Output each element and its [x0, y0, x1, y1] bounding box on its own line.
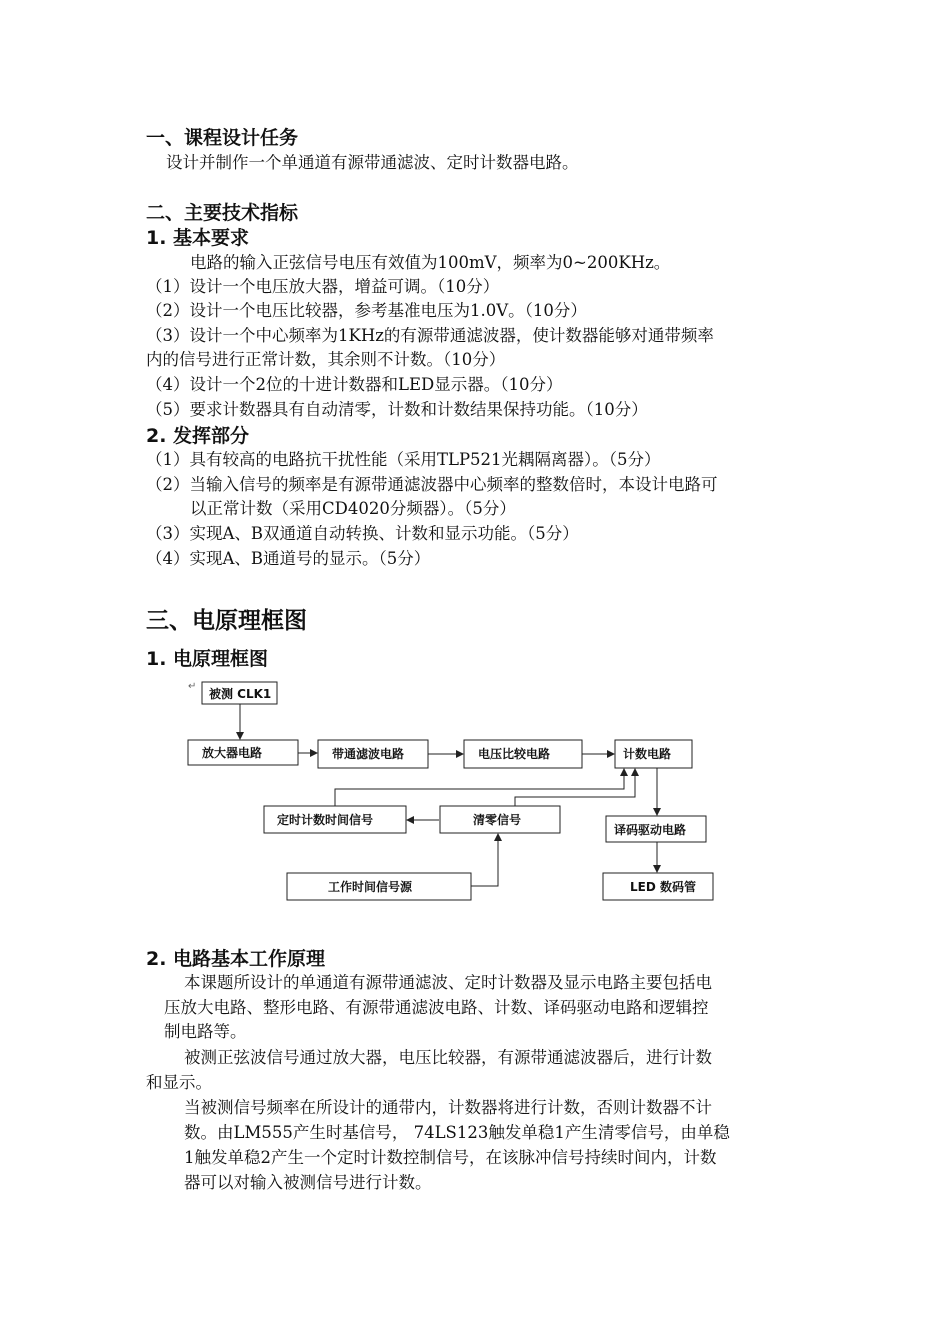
section-1-body: 设计并制作一个单通道有源带通滤波、定时计数器电路。	[166, 153, 579, 172]
extended-item: 以正常计数（采用CD4020分频器）。（5分）	[190, 499, 516, 518]
block-diagram	[180, 675, 720, 910]
label-decoder: 译码驱动电路	[614, 823, 687, 837]
principle-line: 制电路等。	[164, 1022, 247, 1041]
label-comparator: 电压比较电路	[478, 747, 551, 761]
principle-line: 当被测信号频率在所设计的通带内，计数器将进行计数，否则计数器不计	[184, 1098, 712, 1117]
extended-item: （4）实现A、B通道号的显示。（5分）	[146, 549, 431, 568]
line-timer-to-counter	[335, 769, 624, 806]
section-2-heading: 二、主要技术指标	[146, 202, 299, 224]
line-worktime-to-clear	[471, 834, 498, 886]
requirement-item: （5）要求计数器具有自动清零，计数和计数结果保持功能。（10分）	[146, 400, 648, 419]
principle-line: 被测正弦波信号通过放大器，电压比较器，有源带通滤波器后，进行计数	[184, 1048, 712, 1067]
extended-item: （2）当输入信号的频率是有源带通滤波器中心频率的整数倍时，本设计电路可	[146, 475, 718, 494]
principle-line: 1触发单稳2产生一个定时计数控制信号，在该脉冲信号持续时间内，计数	[184, 1148, 717, 1167]
extended-item: （1）具有较高的电路抗干扰性能（采用TLP521光耦隔离器）。（5分）	[146, 450, 661, 469]
basic-requirements-intro: 电路的输入正弦信号电压有效值为100mV，频率为0~200KHz。	[190, 253, 671, 272]
subheading-extended-part: 2. 发挥部分	[146, 425, 250, 447]
requirement-item: （3）设计一个中心频率为1KHz的有源带通滤波器，使计数器能够对通带频率	[146, 326, 714, 345]
subheading-block-diagram: 1. 电原理框图	[146, 648, 269, 670]
principle-line: 和显示。	[146, 1073, 212, 1092]
requirement-item: 内的信号进行正常计数，其余则不计数。（10分）	[146, 350, 506, 369]
label-work-time-source: 工作时间信号源	[328, 880, 413, 894]
principle-line: 器可以对输入被测信号进行计数。	[184, 1173, 432, 1192]
section-3-heading: 三、电原理框图	[146, 608, 307, 634]
label-clk1: 被测 CLK1	[209, 687, 272, 701]
label-counter: 计数电路	[623, 747, 672, 761]
principle-line: 本课题所设计的单通道有源带通滤波、定时计数器及显示电路主要包括电	[184, 973, 712, 992]
principle-line: 数。由LM555产生时基信号， 74LS123触发单稳1产生清零信号，由单稳	[184, 1123, 730, 1142]
paragraph-mark: ↵	[188, 681, 197, 692]
extended-item: （3）实现A、B双通道自动转换、计数和显示功能。（5分）	[146, 524, 579, 543]
requirement-item: （1）设计一个电压放大器，增益可调。（10分）	[146, 277, 500, 296]
subheading-basic-requirements: 1. 基本要求	[146, 227, 250, 249]
subheading-working-principle: 2. 电路基本工作原理	[146, 948, 326, 970]
label-timer-signal: 定时计数时间信号	[277, 813, 374, 827]
label-bandpass-filter: 带通滤波电路	[332, 747, 405, 761]
label-clear-signal: 清零信号	[473, 813, 522, 827]
principle-line: 压放大电路、整形电路、有源带通滤波电路、计数、译码驱动电路和逻辑控	[164, 998, 709, 1017]
requirement-item: （4）设计一个2位的十进计数器和LED显示器。（10分）	[146, 375, 563, 394]
label-amplifier: 放大器电路	[202, 746, 263, 760]
line-clear-to-counter	[515, 769, 635, 806]
requirement-item: （2）设计一个电压比较器，参考基准电压为1.0V。（10分）	[146, 301, 587, 320]
section-1-heading: 一、课程设计任务	[146, 127, 299, 149]
label-led-display: LED 数码管	[630, 880, 696, 894]
